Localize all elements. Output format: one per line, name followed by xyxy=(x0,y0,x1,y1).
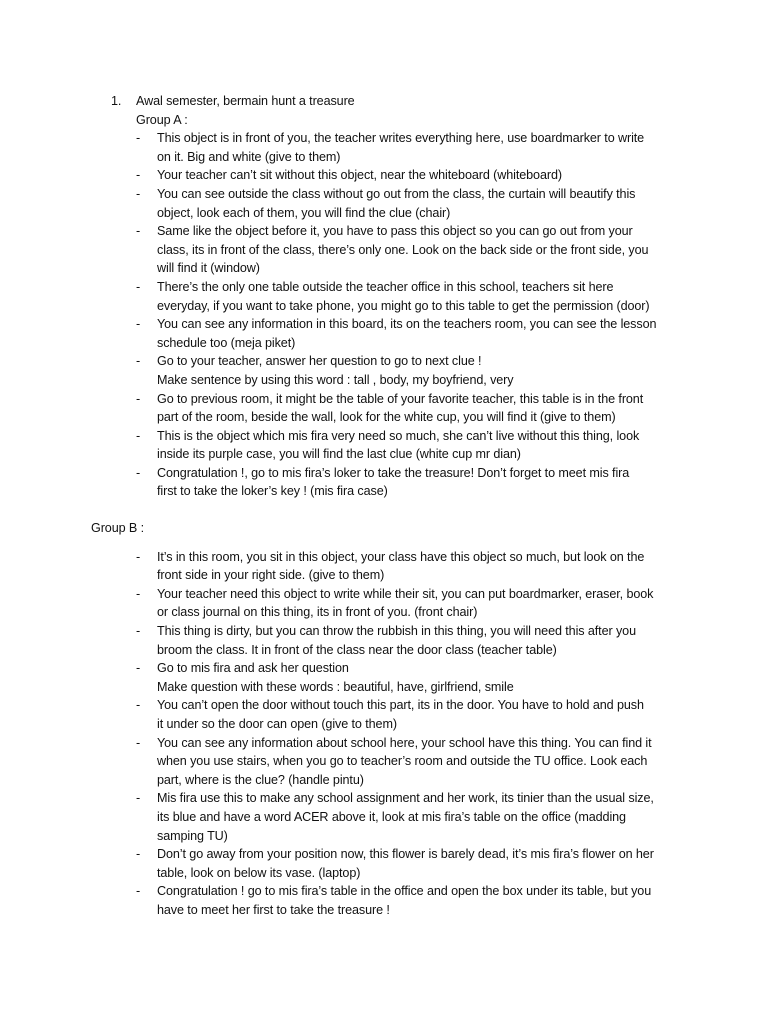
list-item xyxy=(136,315,691,352)
list-item-line: You can see outside the class without go out from the class, the curtain will beautify this xyxy=(157,186,636,201)
bullet-dash: - xyxy=(136,131,141,146)
bullet-dash: - xyxy=(136,168,141,183)
list-item-line: inside its purple case, you will find the last clue (white cup mr dian) xyxy=(157,447,521,462)
list-item-line: Make question with these words : beautiful, have, girlfriend, smile xyxy=(157,679,514,694)
list-item-line: its blue and have a word ACER above it, look at mis fira’s table on the office (madding xyxy=(157,809,626,824)
list-item-line: Congratulation !, go to mis fira’s loker to take the treasure! Don’t forget to meet mis fira xyxy=(157,465,630,480)
list-item xyxy=(136,222,691,278)
list-item-line: part of the room, beside the wall, look for the white cup, you will find it (give to them) xyxy=(157,410,616,425)
list-item xyxy=(136,882,691,919)
document-body xyxy=(91,92,691,920)
list-item xyxy=(136,129,691,166)
list-item-line: schedule too (meja piket) xyxy=(157,335,296,350)
bullet-dash: - xyxy=(136,186,141,201)
list-item-line: Go to mis fira and ask her question xyxy=(157,661,349,676)
list-item xyxy=(136,845,691,882)
list-item xyxy=(136,464,691,501)
list-item-line: Mis fira use this to make any school assignment and her work, its tinier than the usual size, xyxy=(157,791,654,806)
list-item xyxy=(136,622,691,659)
bullet-dash: - xyxy=(136,279,141,294)
list-item-line: everyday, if you want to take phone, you might go to this table to get the permission (door) xyxy=(157,298,650,313)
list-item xyxy=(136,390,691,427)
list-item xyxy=(136,659,691,696)
list-item xyxy=(136,585,691,622)
bullet-dash: - xyxy=(136,465,141,480)
bullet-dash: - xyxy=(136,317,141,332)
list-item-line: it under so the door can open (give to them) xyxy=(157,717,397,731)
bullet-dash: - xyxy=(136,661,141,676)
list-item xyxy=(136,548,691,585)
group-a-label: Group A : xyxy=(136,112,188,127)
list-item xyxy=(136,696,691,733)
list-item-line: first to take the loker’s key ! (mis fira case) xyxy=(157,484,388,499)
list-item xyxy=(136,166,691,185)
bullet-dash: - xyxy=(136,698,141,713)
list-item-line: samping TU) xyxy=(157,828,228,843)
heading-number: 1. xyxy=(111,94,122,108)
list-item xyxy=(136,352,691,389)
list-item-line: You can see any information in this board, its on the teachers room, you can see the lesson xyxy=(157,317,657,332)
list-item-line: broom the class. It in front of the class near the door class (teacher table) xyxy=(157,642,557,657)
list-item-line: It’s in this room, you sit in this object, your class have this object so much, but look on the xyxy=(157,549,645,564)
list-item-line: when you use stairs, when you go to teacher’s room and outside the TU office. Look each xyxy=(157,754,648,769)
list-item-line: This thing is dirty, but you can throw the rubbish in this thing, you will need this after you xyxy=(157,624,636,639)
bullet-dash: - xyxy=(136,791,141,806)
list-item-line: object, look each of them, you will find the clue (chair) xyxy=(157,205,451,220)
list-item-line: Go to your teacher, answer her question to go to next clue ! xyxy=(157,354,482,369)
list-item-line: Go to previous room, it might be the table of your favorite teacher, this table is in the front xyxy=(157,391,644,406)
bullet-dash: - xyxy=(136,391,141,406)
bullet-dash: - xyxy=(136,884,141,899)
list-item-line: Make sentence by using this word : tall , body, my boyfriend, very xyxy=(157,372,514,387)
list-item-line: front side in your right side. (give to them) xyxy=(157,568,385,583)
list-item-line: class, its in front of the class, there’s only one. Look on the back side or the front side, you xyxy=(157,242,649,257)
group-b-label: Group B : xyxy=(91,521,144,536)
bullet-dash: - xyxy=(136,224,141,239)
heading-text: Awal semester, bermain hunt a treasure xyxy=(136,94,355,108)
list-item-line: will find it (window) xyxy=(157,261,260,276)
bullet-dash: - xyxy=(136,549,141,564)
list-item-line: You can see any information about school here, your school have this thing. You can find it xyxy=(157,735,652,750)
list-item-line: Your teacher can’t sit without this object, near the whiteboard (whiteboard) xyxy=(157,168,562,183)
list-item xyxy=(136,278,691,315)
bullet-dash: - xyxy=(136,586,141,601)
list-item xyxy=(136,734,691,790)
list-item-line: Don’t go away from your position now, this flower is barely dead, it’s mis fira’s flower on her xyxy=(157,847,654,862)
list-item xyxy=(136,185,691,222)
bullet-dash: - xyxy=(136,847,141,862)
list-item-line: This object is in front of you, the teacher writes everything here, use boardmarker to write xyxy=(157,131,645,146)
list-item-line: This is the object which mis fira very need so much, she can’t live without this thing, look xyxy=(157,428,640,443)
list-item-line: part, where is the clue? (handle pintu) xyxy=(157,772,364,787)
list-item xyxy=(136,427,691,464)
list-item-line: table, look on below its vase. (laptop) xyxy=(157,865,361,880)
group-a-list xyxy=(136,129,691,501)
list-item-line: on it. Big and white (give to them) xyxy=(157,149,341,164)
list-item-line: Congratulation ! go to mis fira’s table in the office and open the box under its table, but you xyxy=(157,884,652,899)
list-item-line: Same like the object before it, you have to pass this object so you can go out from your xyxy=(157,224,633,239)
list-item-line: You can’t open the door without touch this part, its in the door. You have to hold and push xyxy=(157,698,644,713)
bullet-dash: - xyxy=(136,735,141,750)
list-heading xyxy=(91,92,691,111)
list-item xyxy=(136,789,691,845)
list-item-line: Your teacher need this object to write while their sit, you can put boardmarker, eraser, book xyxy=(157,586,654,601)
bullet-dash: - xyxy=(136,624,141,639)
list-item-line: or class journal on this thing, its in front of you. (front chair) xyxy=(157,605,478,620)
bullet-dash: - xyxy=(136,428,141,443)
bullet-dash: - xyxy=(136,354,141,369)
list-item-line: have to meet her first to take the treasure ! xyxy=(157,902,390,917)
group-b-list xyxy=(136,548,691,920)
list-item-line: There’s the only one table outside the teacher office in this school, teachers sit here xyxy=(157,279,614,294)
